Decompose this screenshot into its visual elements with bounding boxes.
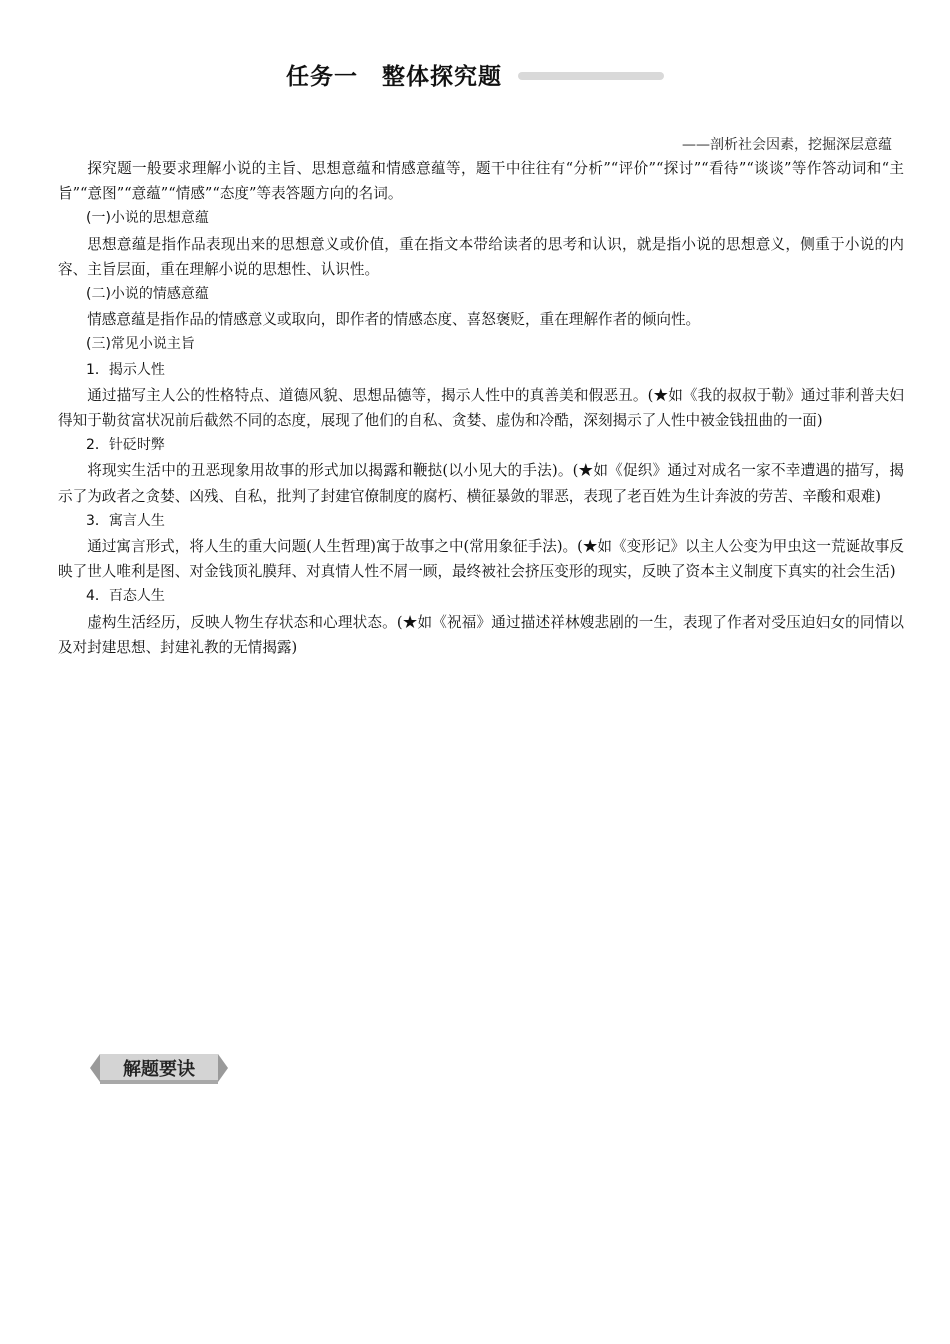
section1-heading: (一)小说的思想意蕴: [86, 210, 209, 227]
item2-title: 2．针砭时弊: [86, 437, 165, 454]
page-subtitle: ——剖析社会因素，挖掘深层意蕴: [682, 137, 892, 153]
item4-title: 4．百态人生: [86, 588, 165, 605]
item3-title: 3．寓言人生: [86, 512, 165, 529]
intro-paragraph: 探究题一般要求理解小说的主旨、思想意蕴和情感意蕴等，题干中往往有“分析”“评价”“探讨”“看待”“谈谈”等作答动词和“主旨”“意图”“意蕴”“情感”“态度”等表答题方向的名词。: [58, 160, 904, 203]
title-area: [0, 58, 950, 92]
item4-body: 虚构生活经历，反映人物生存状态和心理状态。(★如《祝福》通过描述祥林嫂悲剧的一生，表现了作者对受压迫妇女的同情以及对封建思想、封建礼教的无情揭露): [58, 613, 904, 656]
item1-title: 1．揭示人性: [86, 361, 165, 378]
page-title: 任务一 整体探究题: [286, 64, 502, 90]
section1-body: 思想意蕴是指作品表现出来的思想意义或价值，重在指文本带给读者的思考和认识，就是指小说的思想意义，侧重于小说的内容、主旨层面，重在理解小说的思想性、认识性。: [58, 235, 904, 278]
item3-body: 通过寓言形式，将人生的重大问题(人生哲理)寓于故事之中(常用象征手法)。(★如《变形记》以主人公变为甲虫这一荒诞故事反映了世人唯利是图、对金钱顶礼膜拜、对真情人性不屑一顾，最终被社会挤压变形的现实，反映了资本主义制度下真实的社会生活): [58, 538, 904, 581]
title-decoration-bar: [518, 72, 664, 80]
main-content: [58, 156, 904, 660]
section3-heading: (三)常见小说主旨: [86, 336, 195, 353]
section2-body: 情感意蕴是指作品的情感意义或取向，即作者的情感态度、喜怒褒贬，重在理解作者的倾向性。: [87, 311, 701, 329]
item2-body: 将现实生活中的丑恶现象用故事的形式加以揭露和鞭挞(以小见大的手法)。(★如《促织》通过对成名一家不幸遭遇的描写，揭示了为政者之贪婪、凶残、自私，批判了封建官僚制度的腐朽、横征暴敛的罪恶，表现了老百姓为生计奔波的劳苦、辛酸和艰难): [58, 462, 904, 505]
tips-badge: [90, 1052, 228, 1084]
item1-body: 通过描写主人公的性格特点、道德风貌、思想品德等，揭示人性中的真善美和假恶丑。(★如《我的叔叔于勒》通过菲利普夫妇得知于勒贫富状况前后截然不同的态度，展现了他们的自私、贪婪、虚伪和冷酷，深刻揭示了人性中被金钱扭曲的一面): [58, 386, 904, 430]
section2-heading: (二)小说的情感意蕴: [86, 286, 209, 303]
badge-label: 解题要诀: [123, 1059, 195, 1080]
